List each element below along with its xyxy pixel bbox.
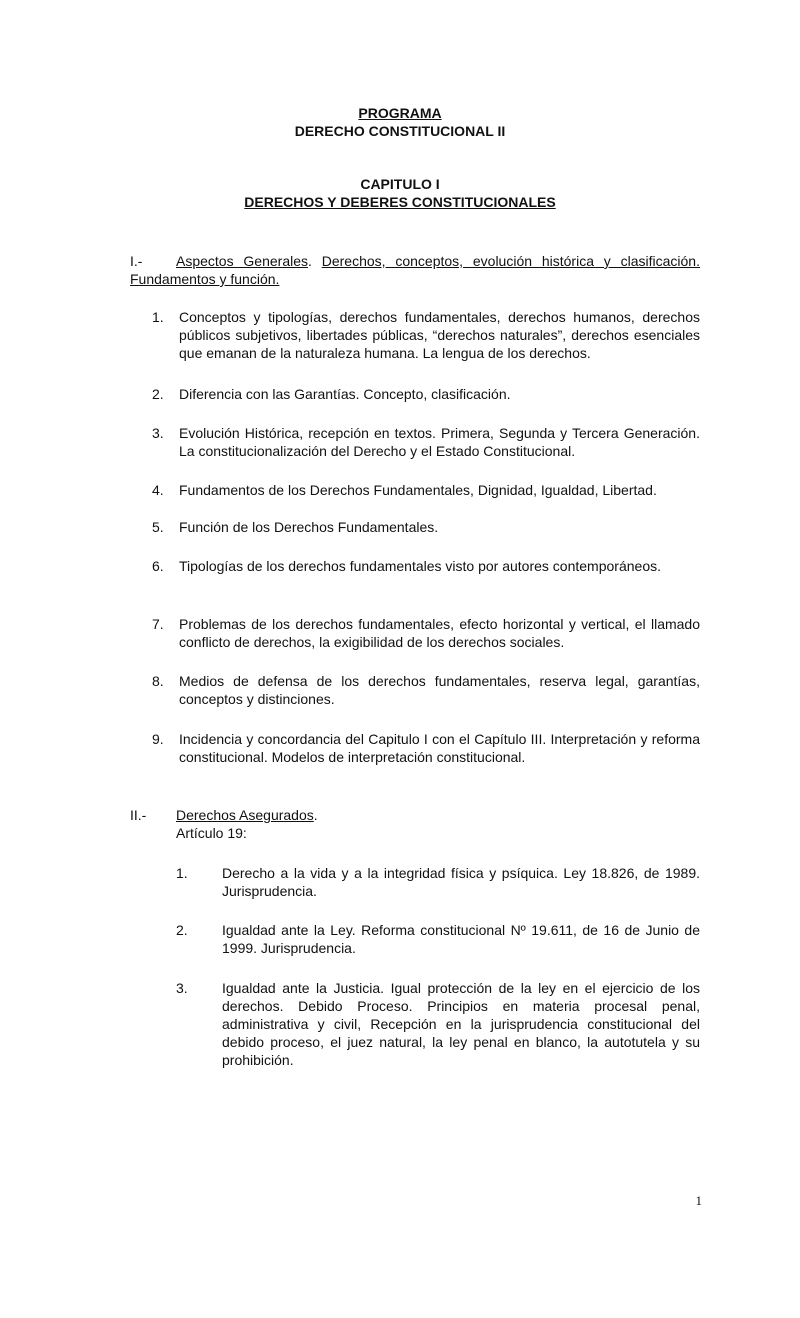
list-item-number: 5. — [152, 519, 164, 535]
article-label: Artículo 19: — [176, 825, 247, 841]
section-1-heading-main: Aspectos Generales — [176, 253, 308, 269]
article-item-number: 3. — [176, 980, 188, 996]
list-item-number: 1. — [152, 309, 164, 325]
list-item-text: Tipologías de los derechos fundamentales visto por autores contemporáneos. — [179, 558, 661, 574]
list-item — [130, 481, 700, 499]
article-list-item — [130, 864, 700, 900]
chapter-title: DERECHOS Y DEBERES CONSTITUCIONALES — [244, 194, 556, 210]
list-item-text: Fundamentos de los Derechos Fundamentales, Dignidad, Igualdad, Libertad. — [179, 482, 657, 498]
list-item-number: 4. — [152, 482, 164, 498]
section-1-numeral: I.- — [130, 253, 143, 269]
list-item-number: 8. — [152, 673, 164, 689]
section-2-heading-text — [176, 806, 700, 824]
list-item-number: 6. — [152, 558, 164, 574]
list-item-text: Diferencia con las Garantías. Concepto, clasificación. — [179, 386, 511, 402]
section-1-heading — [130, 252, 700, 288]
section-2-heading — [130, 806, 700, 842]
list-item — [130, 615, 700, 651]
list-item-text: Problemas de los derechos fundamentales, efecto horizontal y vertical, el llamado conflicto de derechos, la exigibilidad de los derechos sociales. — [179, 616, 700, 650]
list-item — [130, 385, 700, 403]
article-item-text: Derecho a la vida y a la integridad física y psíquica. Ley 18.826, de 1989. Jurisprudencia. — [222, 865, 700, 899]
article-item-number: 2. — [176, 922, 188, 938]
list-item-text: Incidencia y concordancia del Capitulo I con el Capítulo III. Interpretación y reforma constitucional. Modelos de interpretación constitucional. — [179, 731, 700, 765]
list-item — [130, 308, 700, 362]
list-item — [130, 518, 700, 536]
list-item-number: 2. — [152, 386, 164, 402]
list-item — [130, 557, 700, 575]
section-2-heading-main: Derechos Asegurados — [176, 807, 314, 823]
list-item-number: 7. — [152, 616, 164, 632]
article-item-text: Igualdad ante la Justicia. Igual protección de la ley en el ejercicio de los derechos. Debido Proceso. Principios en materia procesal penal, administrativa y civil, Recepción en la jurisprudencia constitucional del debido proceso, el juez natural, la ley penal en blanco, la autotutela y su prohibición. — [222, 980, 700, 1068]
section-1-heading-text — [130, 252, 700, 288]
chapter-number: CAPITULO I — [360, 176, 440, 192]
document-subtitle: DERECHO CONSTITUCIONAL II — [294, 123, 506, 139]
list-item — [130, 424, 700, 460]
article-item-number: 1. — [176, 865, 188, 881]
list-item-text: Evolución Histórica, recepción en textos. Primera, Segunda y Tercera Generación. La constitucionalización del Derecho y el Estado Constitucional. — [179, 425, 700, 459]
section-2-heading-tail: . — [313, 807, 318, 823]
list-item-text: Función de los Derechos Fundamentales. — [179, 519, 439, 535]
list-item-number: 9. — [152, 731, 164, 747]
list-item — [130, 730, 700, 766]
article-item-text: Igualdad ante la Ley. Reforma constitucional Nº 19.611, de 16 de Junio de 1999. Jurisprudencia. — [222, 922, 700, 956]
page-number: 1 — [695, 1193, 702, 1208]
list-item-number: 3. — [152, 425, 164, 441]
list-item — [130, 672, 700, 708]
list-item-text: Conceptos y tipologías, derechos fundamentales, derechos humanos, derechos públicos subjetivos, libertades públicas, “derechos naturales”, derechos esenciales que emanan de la naturaleza humana. La lengua de los derechos. — [179, 309, 700, 361]
section-2-numeral: II.- — [130, 807, 147, 823]
section-1-heading-detail: Derechos, conceptos, evolución histórica y clasificación. Fundamentos y función. — [130, 253, 700, 287]
article-list-item — [130, 921, 700, 957]
list-item-text: Medios de defensa de los derechos fundamentales, reserva legal, garantías, conceptos y distinciones. — [179, 673, 700, 707]
article-list-item — [130, 979, 700, 1069]
document-title: PROGRAMA — [358, 105, 442, 121]
section-1-heading-separator: . — [308, 253, 322, 269]
